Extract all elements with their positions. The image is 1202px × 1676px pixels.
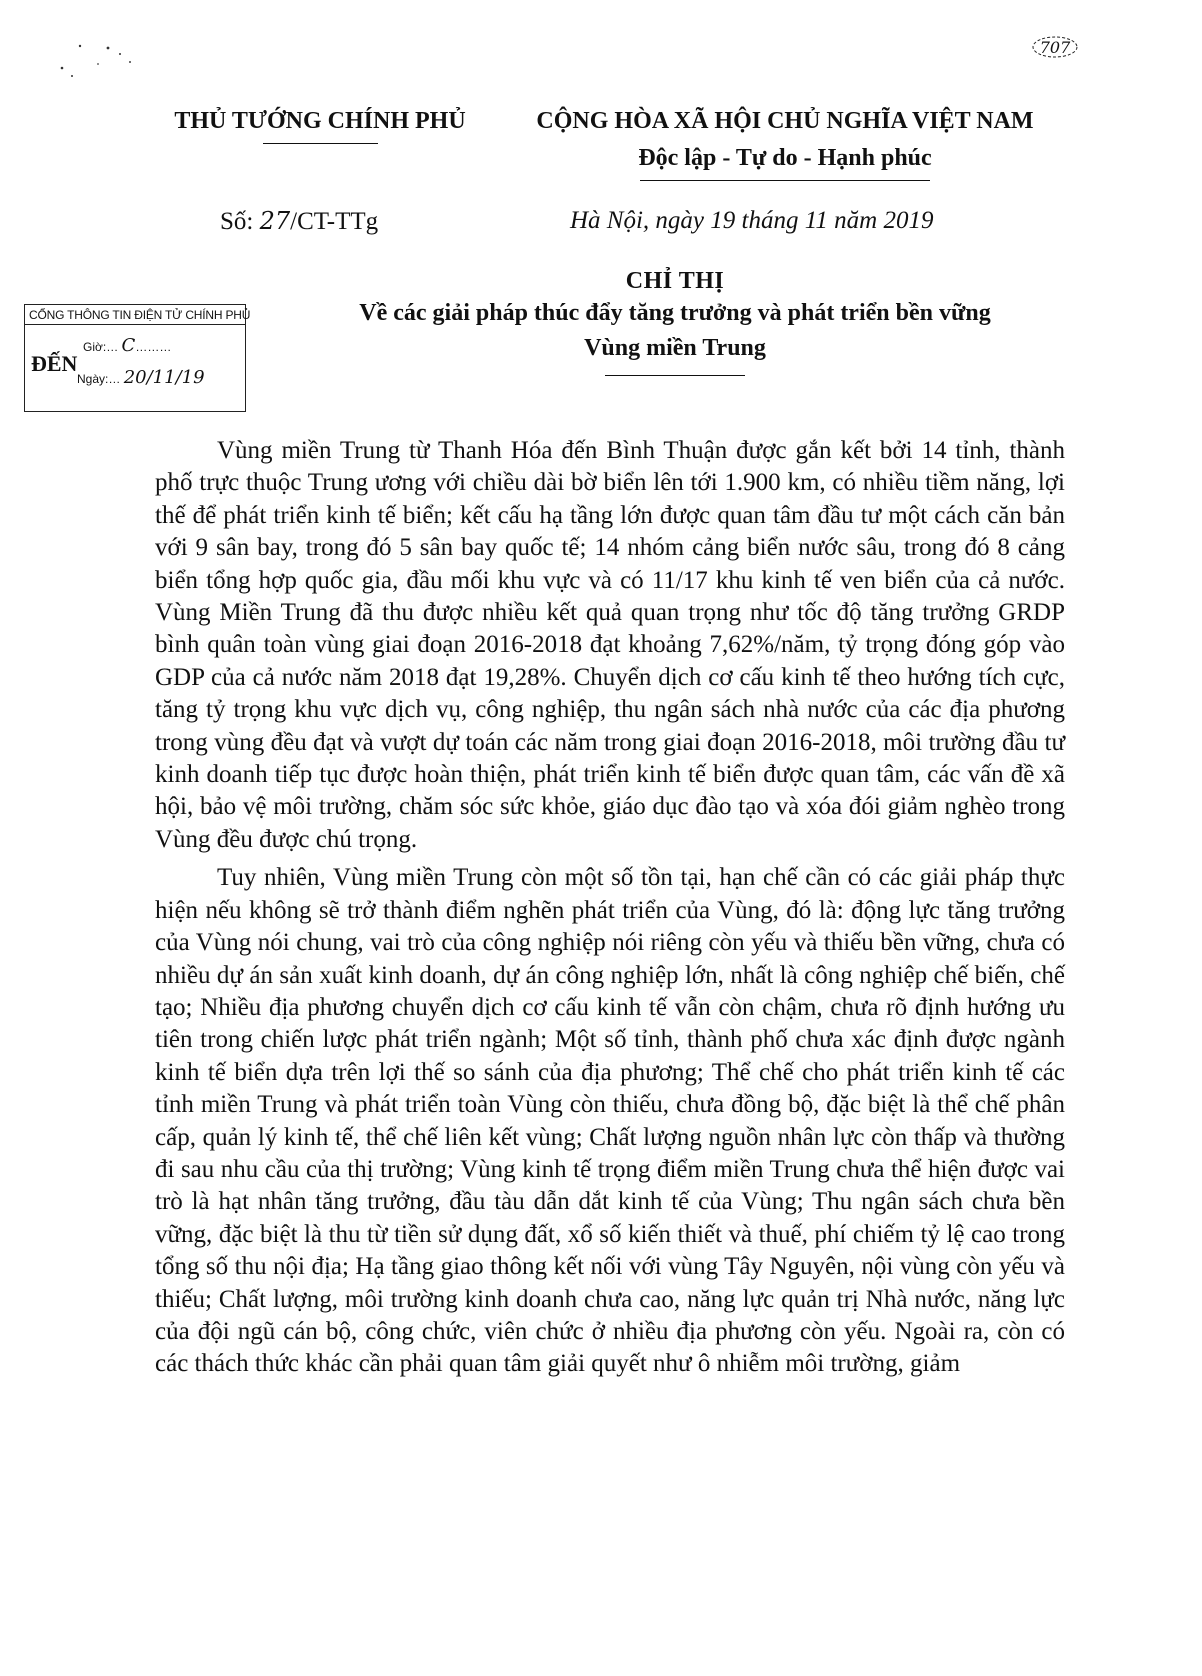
national-motto: Độc lập - Tự do - Hạnh phúc bbox=[638, 145, 932, 171]
stamp-received: ĐẾN bbox=[31, 351, 78, 376]
body-paragraph-2: Tuy nhiên, Vùng miền Trung còn một số tồn tại, hạn chế cần có các giải pháp thực hiện nếu không sẽ trở thành điểm nghẽn phát triển của Vùng, đó là: động lực tăng trưởng của Vùng nói chung, vai trò của công nghiệp nói riêng còn yếu và thiếu bền vững, chưa có nhiều dự án sản xuất kinh doanh, dự án công nghiệp lớn, nhất là công nghiệp chế biến, chế tạo; Nhiều địa phương chuyển dịch cơ cấu kinh tế vẫn còn chậm, chưa rõ định hướng ưu tiên trong chiến lược phát triển ngành; Một số tỉnh, thành phố chưa xác định được ngành kinh tế biển dựa trên lợi thế so sánh của địa phương; Thể chế cho phát triển kinh tế các tỉnh miền Trung và phát triển toàn Vùng còn thiếu, chưa đồng bộ, đặc biệt là thể chế phân cấp, quản lý kinh tế, thể chế liên kết vùng; Chất lượng nguồn nhân lực còn thấp và thường đi sau nhu cầu của thị trường; Vùng kinh tế trọng điểm miền Trung chưa thể hiện được vai trò là hạt nhân tăng trưởng, đầu tàu dẫn dắt kinh tế của Vùng; Thu ngân sách chưa bền vững, đặc biệt là thu từ tiền sử dụng đất, xổ số kiến thiết và thuế, phí chiếm tỷ lệ cao trong tổng số thu nội địa; Hạ tầng giao thông kết nối với vùng Tây Nguyên, nội vùng còn yếu và thiếu; Chất lượng, môi trường kinh doanh chưa cao, năng lực quản trị Nhà nước, năng lực của đội ngũ cán bộ, công chức, viên chức ở nhiều địa phương còn yếu. Ngoài ra, còn có các thách thức khác cần phải quan tâm giải quyết như ô nhiễm môi trường, giảm bbox=[155, 864, 1065, 1378]
stamp-time-label: Giờ: bbox=[83, 340, 107, 354]
stamp-date-value: 20/11/19 bbox=[123, 367, 205, 388]
date-prefix: Hà Nội, ngày bbox=[570, 207, 705, 234]
scan-specks bbox=[50, 40, 150, 80]
country-name: CỘNG HÒA XÃ HỘI CHỦ NGHĨA VIỆT NAM bbox=[536, 108, 1034, 134]
motto-rule bbox=[640, 180, 930, 181]
handwritten-corner-mark bbox=[1030, 30, 1080, 60]
document-number bbox=[220, 207, 378, 236]
title-block bbox=[245, 268, 1105, 376]
issue-date bbox=[570, 207, 933, 235]
received-stamp bbox=[24, 304, 251, 412]
doc-number-handwritten: 27 bbox=[259, 207, 291, 235]
date-day: 19 bbox=[710, 207, 736, 234]
document-body bbox=[155, 435, 1065, 1387]
subject-line-1: Về các giải pháp thúc đẩy tăng trưởng và phát triển bền vững bbox=[359, 300, 991, 326]
date-month: 11 bbox=[804, 207, 828, 234]
national-title-block bbox=[505, 108, 1065, 181]
doc-number-suffix: /CT-TTg bbox=[290, 208, 379, 235]
doc-number-label: Số: bbox=[220, 208, 254, 235]
issuer-block bbox=[150, 108, 490, 144]
stamp-date: Ngày:… 20/11/19 bbox=[77, 367, 205, 388]
issuer-name: THỦ TƯỚNG CHÍNH PHỦ bbox=[174, 108, 466, 134]
stamp-date-label: Ngày: bbox=[77, 372, 109, 386]
date-year: năm 2019 bbox=[834, 207, 934, 234]
body-paragraph-1: Vùng miền Trung từ Thanh Hóa đến Bình Thuận được gắn kết bởi 14 tỉnh, thành phố trực thuộc Trung ương với chiều dài bờ biển lên tới 1.900 km, có nhiều tiềm năng, lợi thế để phát triển kinh tế biển; kết cấu hạ tầng lớn được quan tâm đầu tư một cách căn bản với 9 sân bay, trong đó 5 sân bay quốc tế; 14 nhóm cảng biển nước sâu, trong đó 8 cảng biển tổng hợp quốc gia, đầu mối khu vực và có 11/17 khu kinh tế ven biển của cả nước. Vùng Miền Trung đã thu được nhiều kết quả quan trọng như tốc độ tăng trưởng GRDP bình quân toàn vùng giai đoạn 2016-2018 đạt khoảng 7,62%/năm, tỷ trọng đóng góp vào GDP của cả nước năm 2018 đạt 19,28%. Chuyển dịch cơ cấu kinh tế theo hướng tích cực, tăng tỷ trọng khu vực dịch vụ, công nghiệp, thu ngân sách nhà nước của các địa phương trong vùng đều đạt và vượt dự toán các năm trong giai đoạn 2016-2018, môi trường đầu tư kinh doanh tiếp tục được hoàn thiện, phát triển kinh tế biển được quan tâm, các vấn đề xã hội, bảo vệ môi trường, chăm sóc sức khỏe, giáo dục đào tạo và xóa đói giảm nghèo trong Vùng đều được chú trọng. bbox=[155, 437, 1065, 853]
corner-mark-text: 707 bbox=[1039, 38, 1071, 57]
issuer-rule bbox=[263, 143, 378, 144]
document-type: CHỈ THỊ bbox=[625, 268, 725, 294]
stamp-time: Giờ:… C……… bbox=[83, 335, 172, 356]
date-month-label: tháng bbox=[741, 207, 799, 234]
title-rule bbox=[605, 375, 745, 376]
stamp-org: CỔNG THÔNG TIN ĐIỆN TỬ CHÍNH PHỦ bbox=[25, 305, 245, 325]
stamp-time-value: C bbox=[121, 335, 136, 356]
subject-line-2: Vùng miền Trung bbox=[584, 335, 766, 361]
